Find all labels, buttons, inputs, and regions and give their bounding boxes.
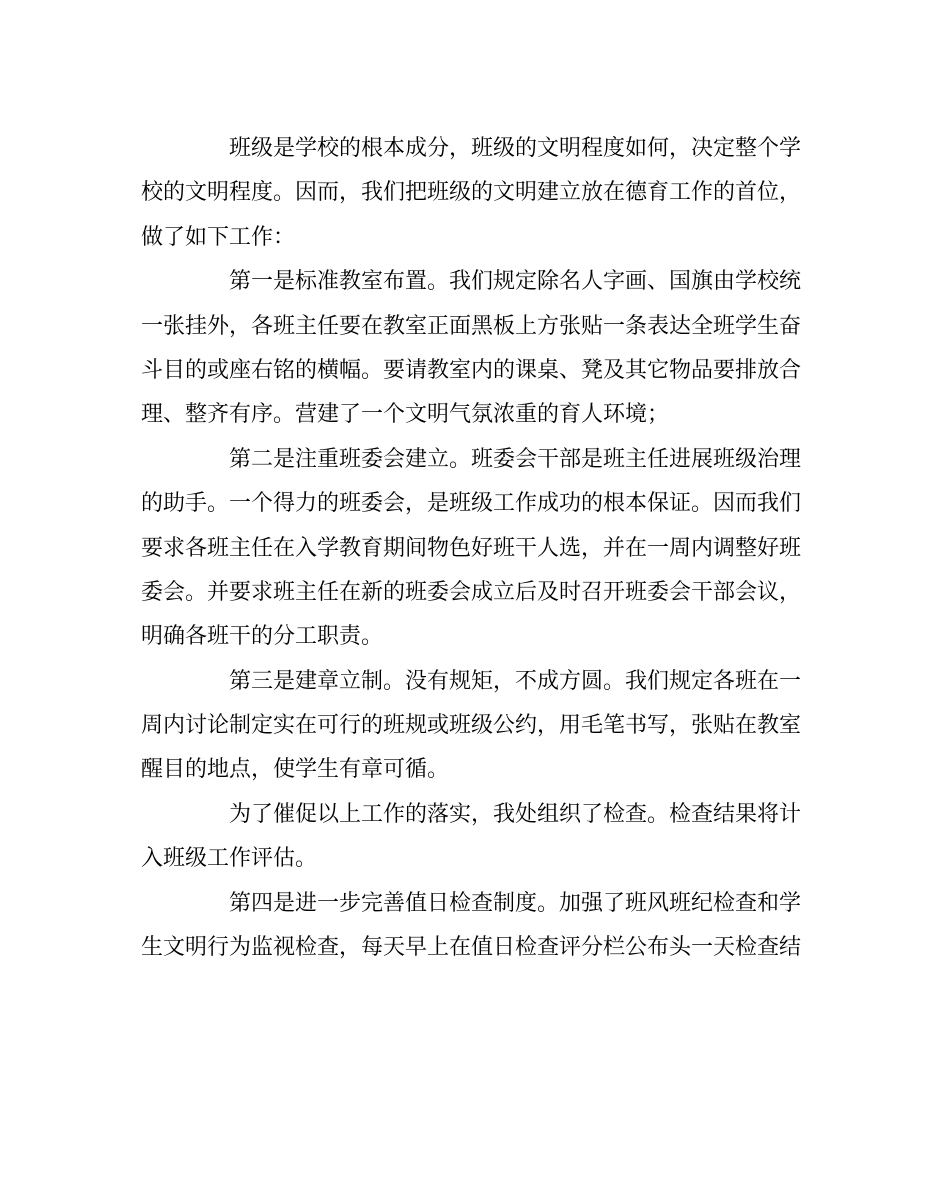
text-line: 第二是注重班委会建立。班委会干部是班主任进展班级治理	[229, 446, 802, 472]
paragraph-4	[141, 660, 811, 793]
text-line: 明确各班干的分工职责。	[141, 624, 384, 650]
text-line: 为了催促以上工作的落实，我处组织了检查。检查结果将计	[229, 801, 802, 827]
text-line: 要求各班主任在入学教育期间物色好班干人选，并在一周内调整好班	[141, 535, 802, 561]
text-line: 做了如下工作：	[141, 224, 296, 250]
text-line: 校的文明程度。因而，我们把班级的文明建立放在德育工作的首位，	[141, 180, 802, 206]
paragraph-1	[141, 127, 811, 260]
text-line: 入班级工作评估。	[141, 846, 318, 872]
text-line: 第三是建章立制。没有规矩，不成方圆。我们规定各班在一	[229, 668, 802, 694]
text-line: 的助手。一个得力的班委会，是班级工作成功的根本保证。因而我们	[141, 491, 802, 517]
text-line: 周内讨论制定实在可行的班规或班级公约，用毛笔书写，张贴在教室	[141, 713, 802, 739]
text-line: 理、整齐有序。营建了一个文明气氛浓重的育人环境；	[141, 402, 670, 428]
paragraph-6	[141, 882, 811, 971]
paragraph-5	[141, 793, 811, 882]
text-line: 第一是标准教室布置。我们规定除名人字画、国旗由学校统	[229, 269, 802, 295]
paragraph-3	[141, 438, 811, 660]
text-line: 斗目的或座右铭的横幅。要请教室内的课桌、凳及其它物品要排放合	[141, 357, 802, 383]
text-line: 班级是学校的根本成分，班级的文明程度如何，决定整个学	[229, 136, 802, 161]
paragraph-2	[141, 260, 811, 438]
text-line: 一张挂外，各班主任要在教室正面黑板上方张贴一条表达全班学生奋	[141, 313, 802, 339]
text-line: 委会。并要求班主任在新的班委会成立后及时召开班委会干部会议，	[141, 579, 802, 605]
text-line: 醒目的地点，使学生有章可循。	[141, 757, 450, 783]
text-line: 第四是进一步完善值日检查制度。加强了班风班纪检查和学	[229, 890, 802, 916]
text-line: 生文明行为监视检查，每天早上在值日检查评分栏公布头一天检查结	[141, 935, 802, 961]
document-body	[141, 127, 811, 970]
